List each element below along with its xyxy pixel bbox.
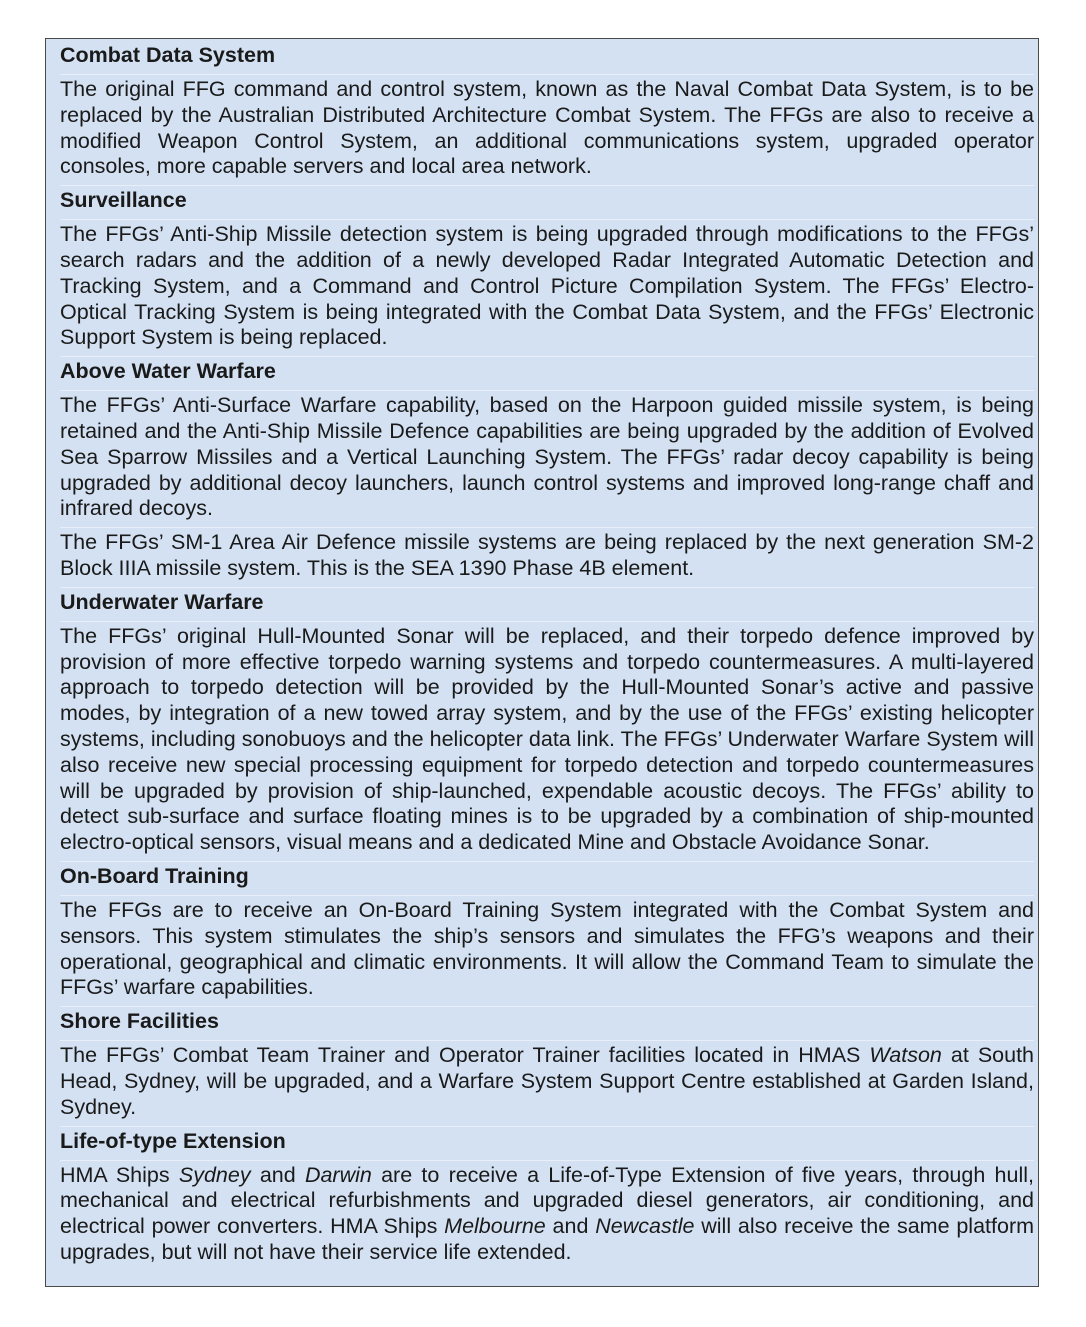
text-run: The FFGs are to receive an On-Board Training System integrated with the Combat System and sensors. This system stimulates the ship’s sensors and simulates the FFG’s weapons and their operational, geographical and climatic environments. It will allow the Command Team to simulate the FFGs’ warfare capabilities. [60, 897, 1034, 1000]
section-paragraph [60, 621, 1034, 856]
text-run: will also receive the same platform upgrades, but will not have their service life extended. [60, 1214, 1035, 1264]
text-run: The original FFG command and control system, known as the Naval Combat Data System, is to be replaced by the Australian Distributed Architecture Combat System. The FFGs are also to receive a modified Weapon Control System, an additional communications system, upgraded operator consoles, more capable servers and local area network. [60, 77, 1034, 179]
italic-ship-name: Melbourne [444, 1214, 546, 1239]
text-run: The FFGs’ Combat Team Trainer and Operator Trainer facilities located in HMAS [60, 1043, 870, 1068]
section-heading: Surveillance [60, 185, 1034, 216]
section-paragraph [60, 1040, 1034, 1120]
section-paragraph [60, 74, 1034, 180]
text-run: at South Head, Sydney, will be upgraded, and a Warfare System Support Centre established at Garden Island, Sydney. [60, 1043, 1034, 1119]
section-paragraph [60, 895, 1034, 1001]
text-run: and [545, 1214, 596, 1239]
document-box [45, 38, 1039, 1287]
section [60, 861, 1034, 1001]
section-paragraph [60, 1160, 1034, 1266]
text-run: and [250, 1162, 305, 1187]
text-run: The FFGs’ original Hull-Mounted Sonar will be replaced, and their torpedo defence improved by provision of more effective torpedo warning systems and torpedo countermeasures. A multi-layered approach to torpedo detection will be provided by the Hull-Mounted Sonar’s active and passive modes, by integration of a new towed array system, and by the use of the FFGs’ existing helicopter systems, including sonobuoys and the helicopter data link. The FFGs’ Underwater Warfare System will also receive new special processing equipment for torpedo detection and torpedo countermeasures will be upgraded by provision of ship-launched, expendable acoustic decoys. The FFGs’ ability to detect sub-surface and surface floating mines is to be upgraded by a combination of ship-mounted electro-optical sensors, visual means and a dedicated Mine and Obstacle Avoidance Sonar. [60, 623, 1034, 855]
section-paragraph [60, 219, 1034, 351]
italic-ship-name: Newcastle [595, 1214, 695, 1239]
italic-ship-name: Darwin [304, 1162, 372, 1187]
section [60, 185, 1034, 351]
section-heading: Above Water Warfare [60, 356, 1034, 387]
text-run: The FFGs’ Anti-Ship Missile detection system is being upgraded through modifications to the FFGs’ search radars and the addition of a newly developed Radar Integrated Automatic Detection and Tracking System, and a Command and Control Picture Compilation System. The FFGs’ Electro-Optical Tracking System is being integrated with the Combat Data System, and the FFGs’ Electronic Support System is being replaced. [60, 222, 1034, 350]
section-paragraph [60, 527, 1034, 582]
section [60, 356, 1034, 582]
section-heading: Combat Data System [60, 43, 276, 67]
section-heading: Underwater Warfare [60, 587, 1034, 618]
text-run: The FFGs’ Anti-Surface Warfare capability, based on the Harpoon guided missile system, is being retained and the Anti-Ship Missile Defence capabilities are being upgraded by the addition of Evolved Sea Sparrow Missiles and a Vertical Launching System. The FFGs’ radar decoy capability is being upgraded by additional decoy launchers, launch control systems and improved long-range chaff and infrared decoys. [60, 393, 1034, 521]
section-heading: Shore Facilities [60, 1006, 1034, 1037]
italic-ship-name: Sydney [178, 1162, 251, 1187]
section-paragraph [60, 390, 1034, 522]
text-run: HMA Ships [60, 1162, 179, 1187]
section-heading: On-Board Training [60, 861, 1034, 892]
italic-ship-name: Watson [869, 1043, 942, 1068]
section [60, 587, 1034, 856]
section [60, 1126, 1034, 1266]
section-heading: Life-of-type Extension [60, 1126, 1034, 1157]
section [60, 41, 1034, 180]
section [60, 1006, 1034, 1120]
text-run: are to receive a Life-of-Type Extension of five years, through hull, mechanical and electrical refurbishments and upgraded diesel generators, air conditioning, and electrical power converters. HMA Ships [60, 1162, 1034, 1239]
text-run: The FFGs’ SM-1 Area Air Defence missile systems are being replaced by the next generation SM-2 Block IIIA missile system. This is the SEA 1390 Phase 4B element. [60, 530, 1034, 580]
